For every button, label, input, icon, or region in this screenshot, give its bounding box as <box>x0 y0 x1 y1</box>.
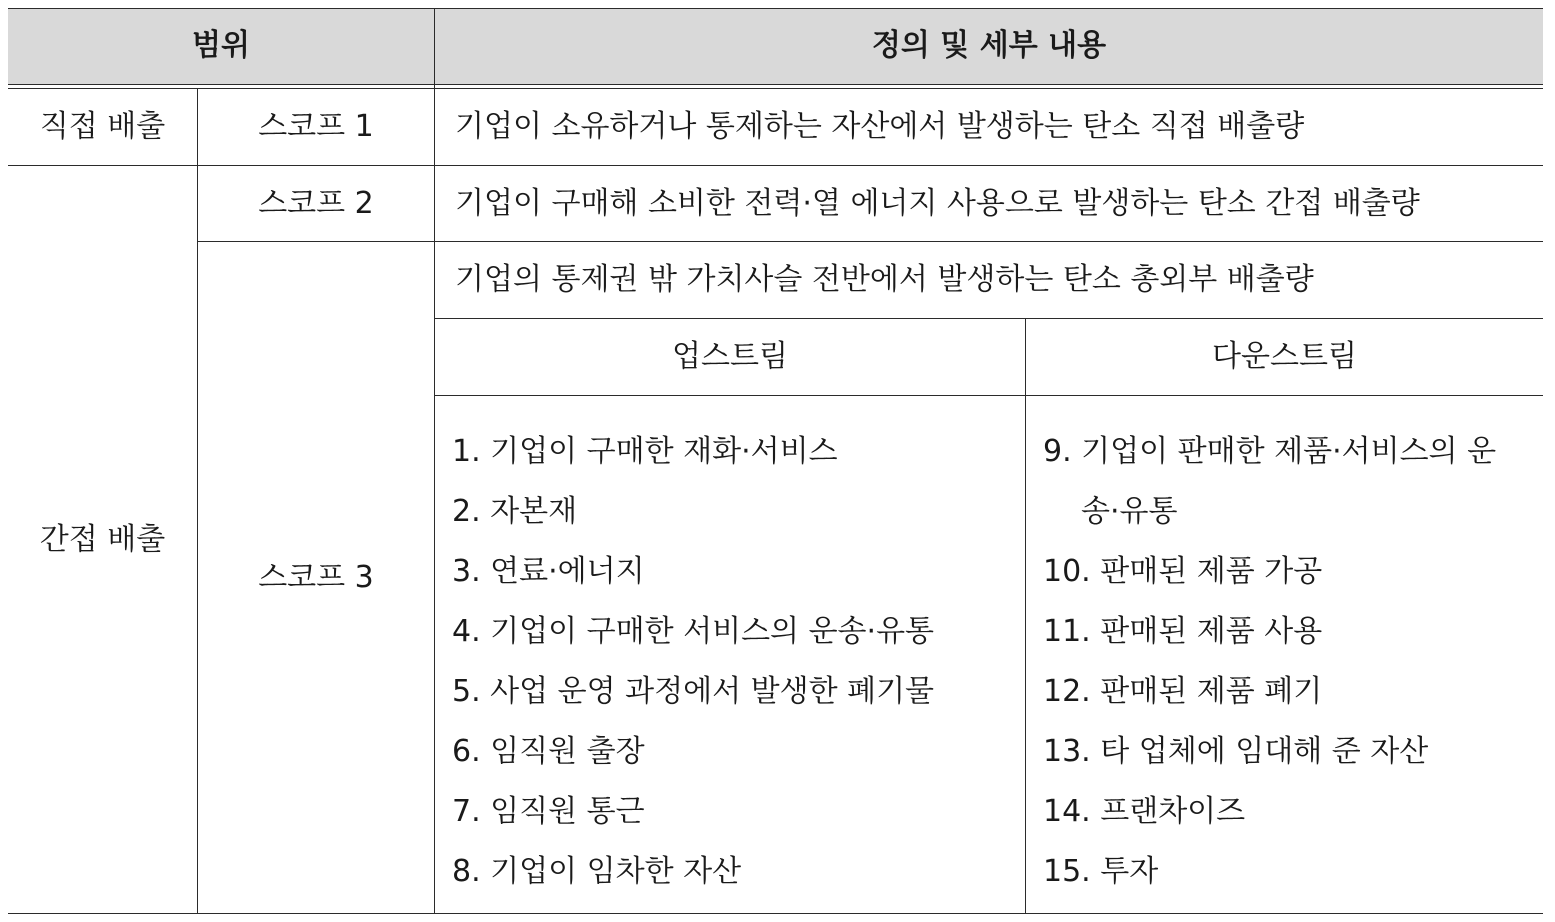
header-divider-upper <box>8 84 1543 85</box>
list-item: 3. 연료·에너지 <box>452 554 645 589</box>
list-item: 14. 프랜차이즈 <box>1043 794 1246 829</box>
scope3-label: 스코프 3 <box>258 559 374 595</box>
header-scope: 범위 <box>192 28 250 63</box>
list-item: 2. 자본재 <box>452 494 578 529</box>
column-divider-streams <box>1025 318 1026 914</box>
scope2-label: 스코프 2 <box>258 185 374 221</box>
list-item: 6. 임직원 출장 <box>452 734 645 769</box>
category-indirect-emissions: 간접 배출 <box>39 521 166 557</box>
row-divider-stream-titles <box>434 395 1543 396</box>
scope1-label: 스코프 1 <box>258 109 374 144</box>
list-item: 8. 기업이 임차한 자산 <box>452 854 742 889</box>
list-item: 10. 판매된 제품 가공 <box>1043 554 1323 589</box>
scope3-description: 기업의 통제권 밖 가치사슬 전반에서 발생하는 탄소 총외부 배출량 <box>455 262 1314 297</box>
scope1-description: 기업이 소유하거나 통제하는 자산에서 발생하는 탄소 직접 배출량 <box>455 109 1305 144</box>
list-item-9-line2: 송·유통 <box>1081 494 1178 529</box>
list-item: 13. 타 업체에 임대해 준 자산 <box>1043 734 1429 769</box>
list-item: 7. 임직원 통근 <box>452 794 645 829</box>
list-item-9-line1: 9. 기업이 판매한 제품·서비스의 운 <box>1043 434 1497 469</box>
downstream-list <box>1043 422 1538 902</box>
category-direct-emissions: 직접 배출 <box>39 109 166 144</box>
upstream-list <box>452 422 1012 902</box>
table-bottom-border <box>8 913 1543 914</box>
upstream-title: 업스트림 <box>672 339 788 374</box>
list-item: 15. 투자 <box>1043 854 1159 889</box>
header-definition: 정의 및 세부 내용 <box>871 28 1107 63</box>
list-item-9 <box>1043 422 1538 542</box>
list-item: 1. 기업이 구매한 재화·서비스 <box>452 434 838 469</box>
list-item: 11. 판매된 제품 사용 <box>1043 614 1323 649</box>
list-item: 5. 사업 운영 과정에서 발생한 폐기물 <box>452 674 935 709</box>
list-item: 4. 기업이 구매한 서비스의 운송·유통 <box>452 614 935 649</box>
downstream-title: 다운스트림 <box>1212 339 1357 374</box>
list-item: 12. 판매된 제품 폐기 <box>1043 674 1323 709</box>
scope2-description: 기업이 구매해 소비한 전력·열 에너지 사용으로 발생하는 탄소 간접 배출량 <box>455 185 1420 221</box>
scope-emissions-table <box>8 8 1543 914</box>
